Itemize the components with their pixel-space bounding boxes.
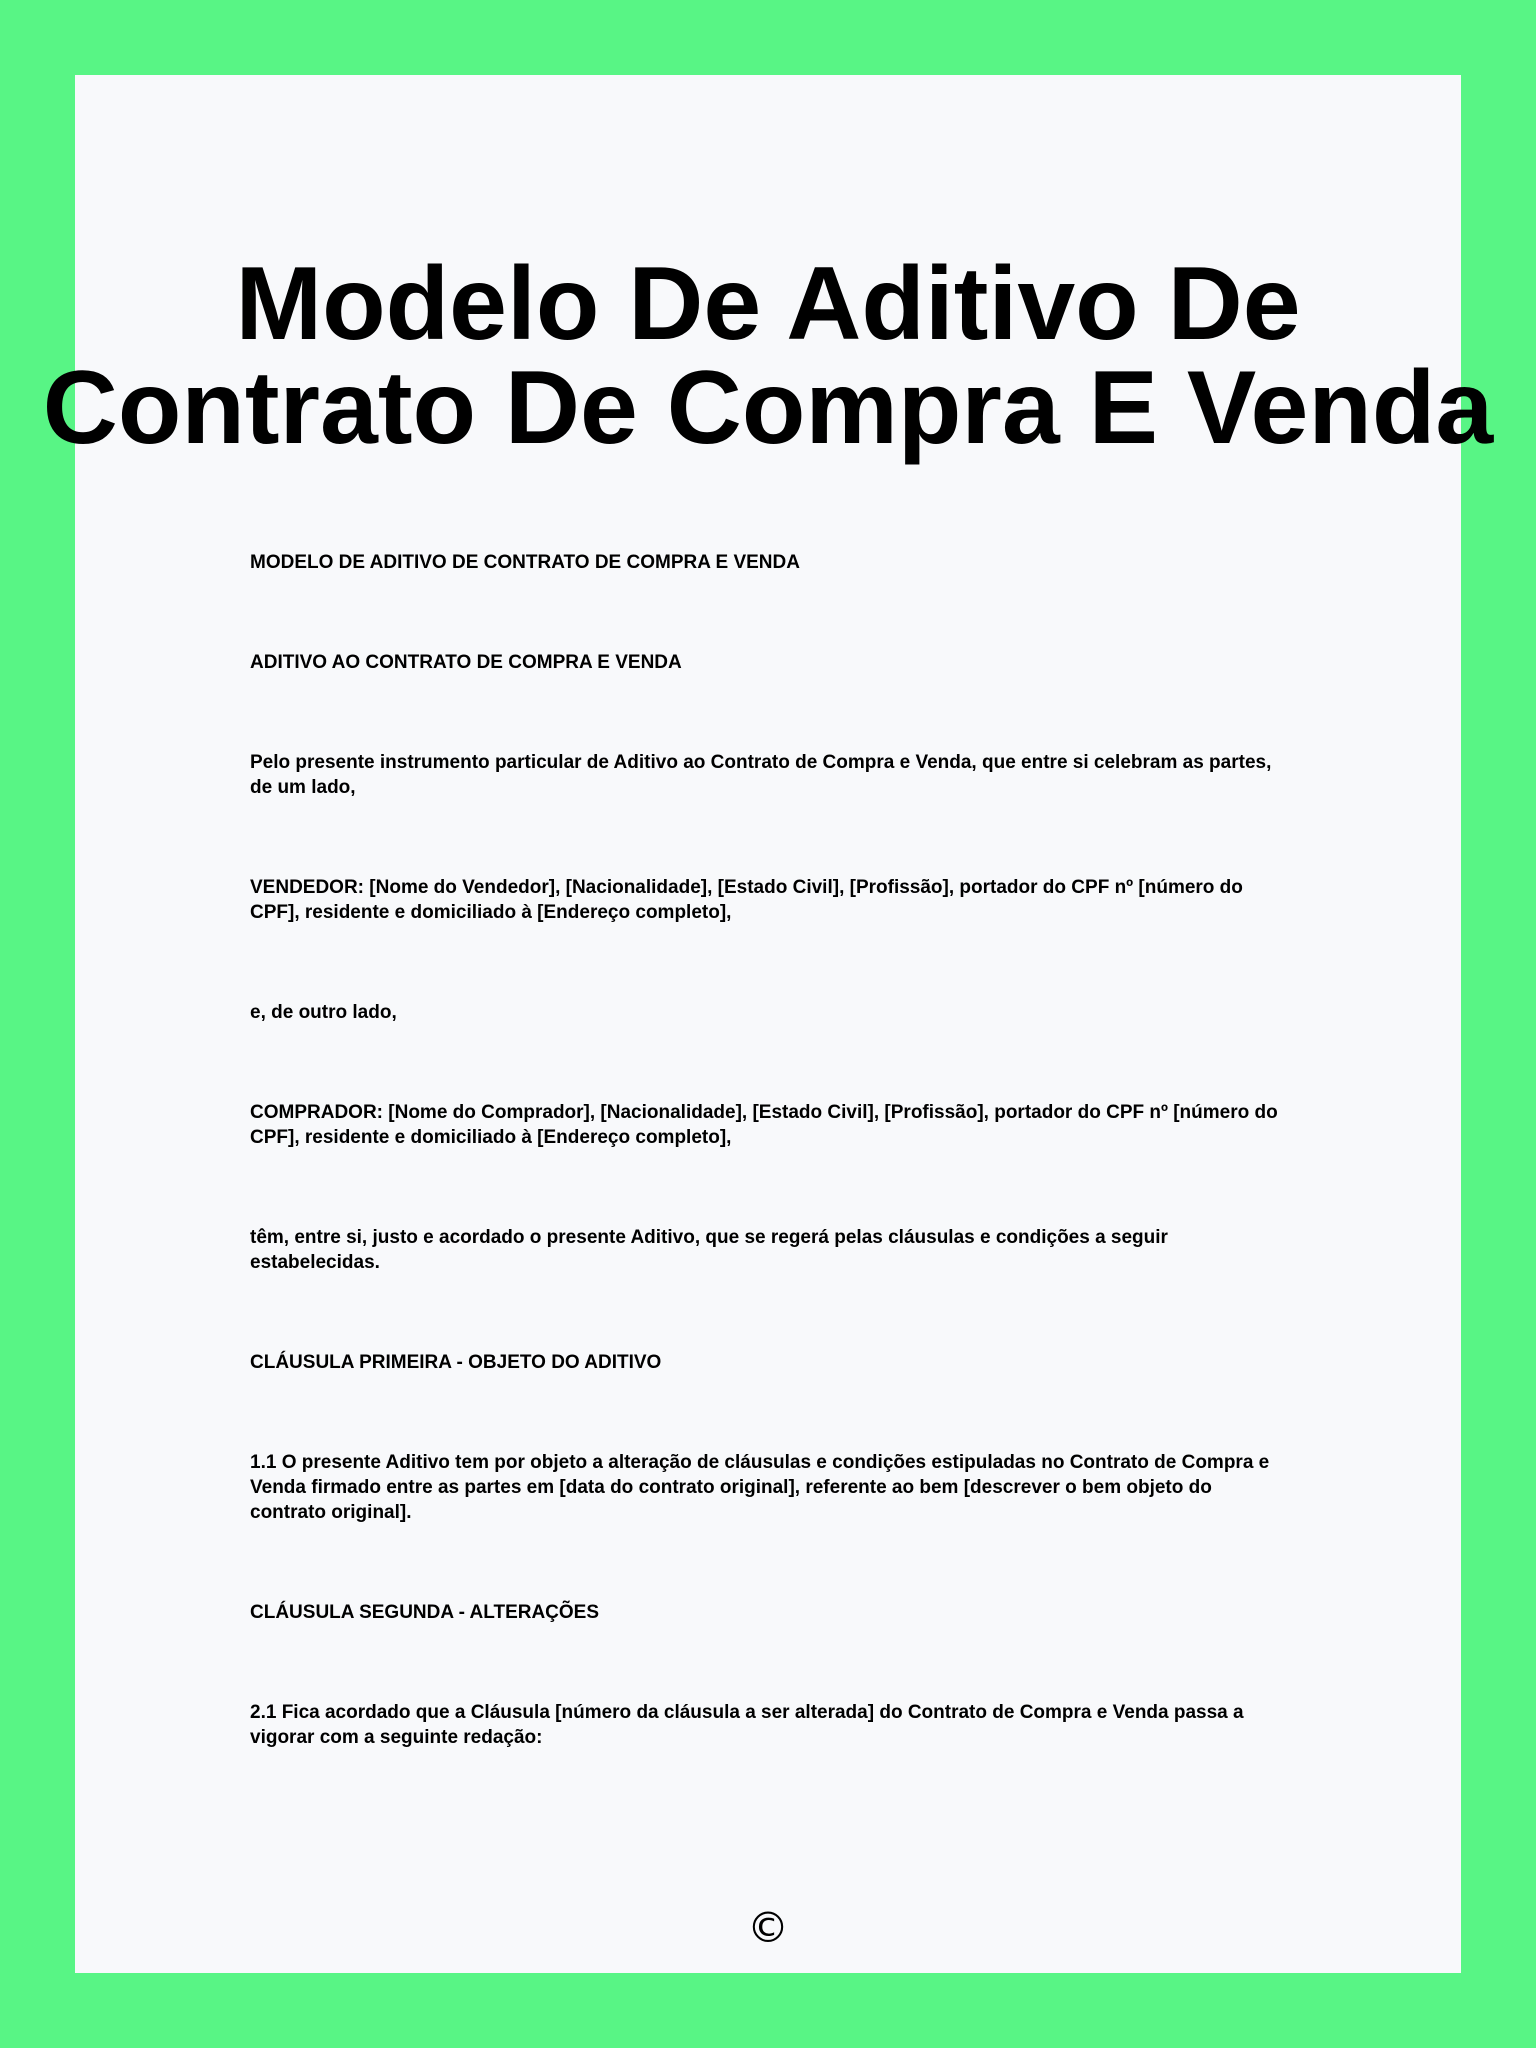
page-title-line-1: Modelo De Aditivo De	[235, 246, 1301, 362]
clause-one-heading: CLÁUSULA PRIMEIRA - OBJETO DO ADITIVO	[250, 1352, 662, 1373]
buyer-paragraph: COMPRADOR: [Nome do Comprador], [Nacionalidade], [Estado Civil], [Profissão], portador do CPF nº [número do CPF], residente e domiciliado à [Endereço completo],	[250, 1102, 1278, 1148]
clause-two-text: 2.1 Fica acordado que a Cláusula [número da cláusula a ser alterada] do Contrato de Compra e Venda passa a vigorar com a seguinte redação:	[250, 1702, 1244, 1748]
page-title	[0, 246, 1536, 466]
other-side-paragraph: e, de outro lado,	[250, 1002, 397, 1023]
seller-paragraph: VENDEDOR: [Nome do Vendedor], [Nacionalidade], [Estado Civil], [Profissão], portador do CPF nº [número do CPF], residente e domiciliado à [Endereço completo],	[250, 877, 1243, 923]
agreement-paragraph: têm, entre si, justo e acordado o presente Aditivo, que se regerá pelas cláusulas e condições a seguir estabelecidas.	[250, 1227, 1168, 1273]
intro-paragraph: Pelo presente instrumento particular de Aditivo ao Contrato de Compra e Venda, que entre si celebram as partes, de um lado,	[250, 752, 1272, 798]
page-title-line-2: Contrato De Compra E Venda	[42, 350, 1494, 466]
clause-two-heading: CLÁUSULA SEGUNDA - ALTERAÇÕES	[250, 1602, 600, 1623]
copyright-icon: ©	[747, 1903, 789, 1952]
addendum-heading: ADITIVO AO CONTRATO DE COMPRA E VENDA	[250, 652, 682, 673]
clause-one-text: 1.1 O presente Aditivo tem por objeto a alteração de cláusulas e condições estipuladas no Contrato de Compra e Venda firmado entre as partes em [data do contrato original], referente ao bem [descrever o bem objeto do contrato original].	[250, 1452, 1270, 1523]
document-heading: MODELO DE ADITIVO DE CONTRATO DE COMPRA E VENDA	[250, 552, 800, 573]
